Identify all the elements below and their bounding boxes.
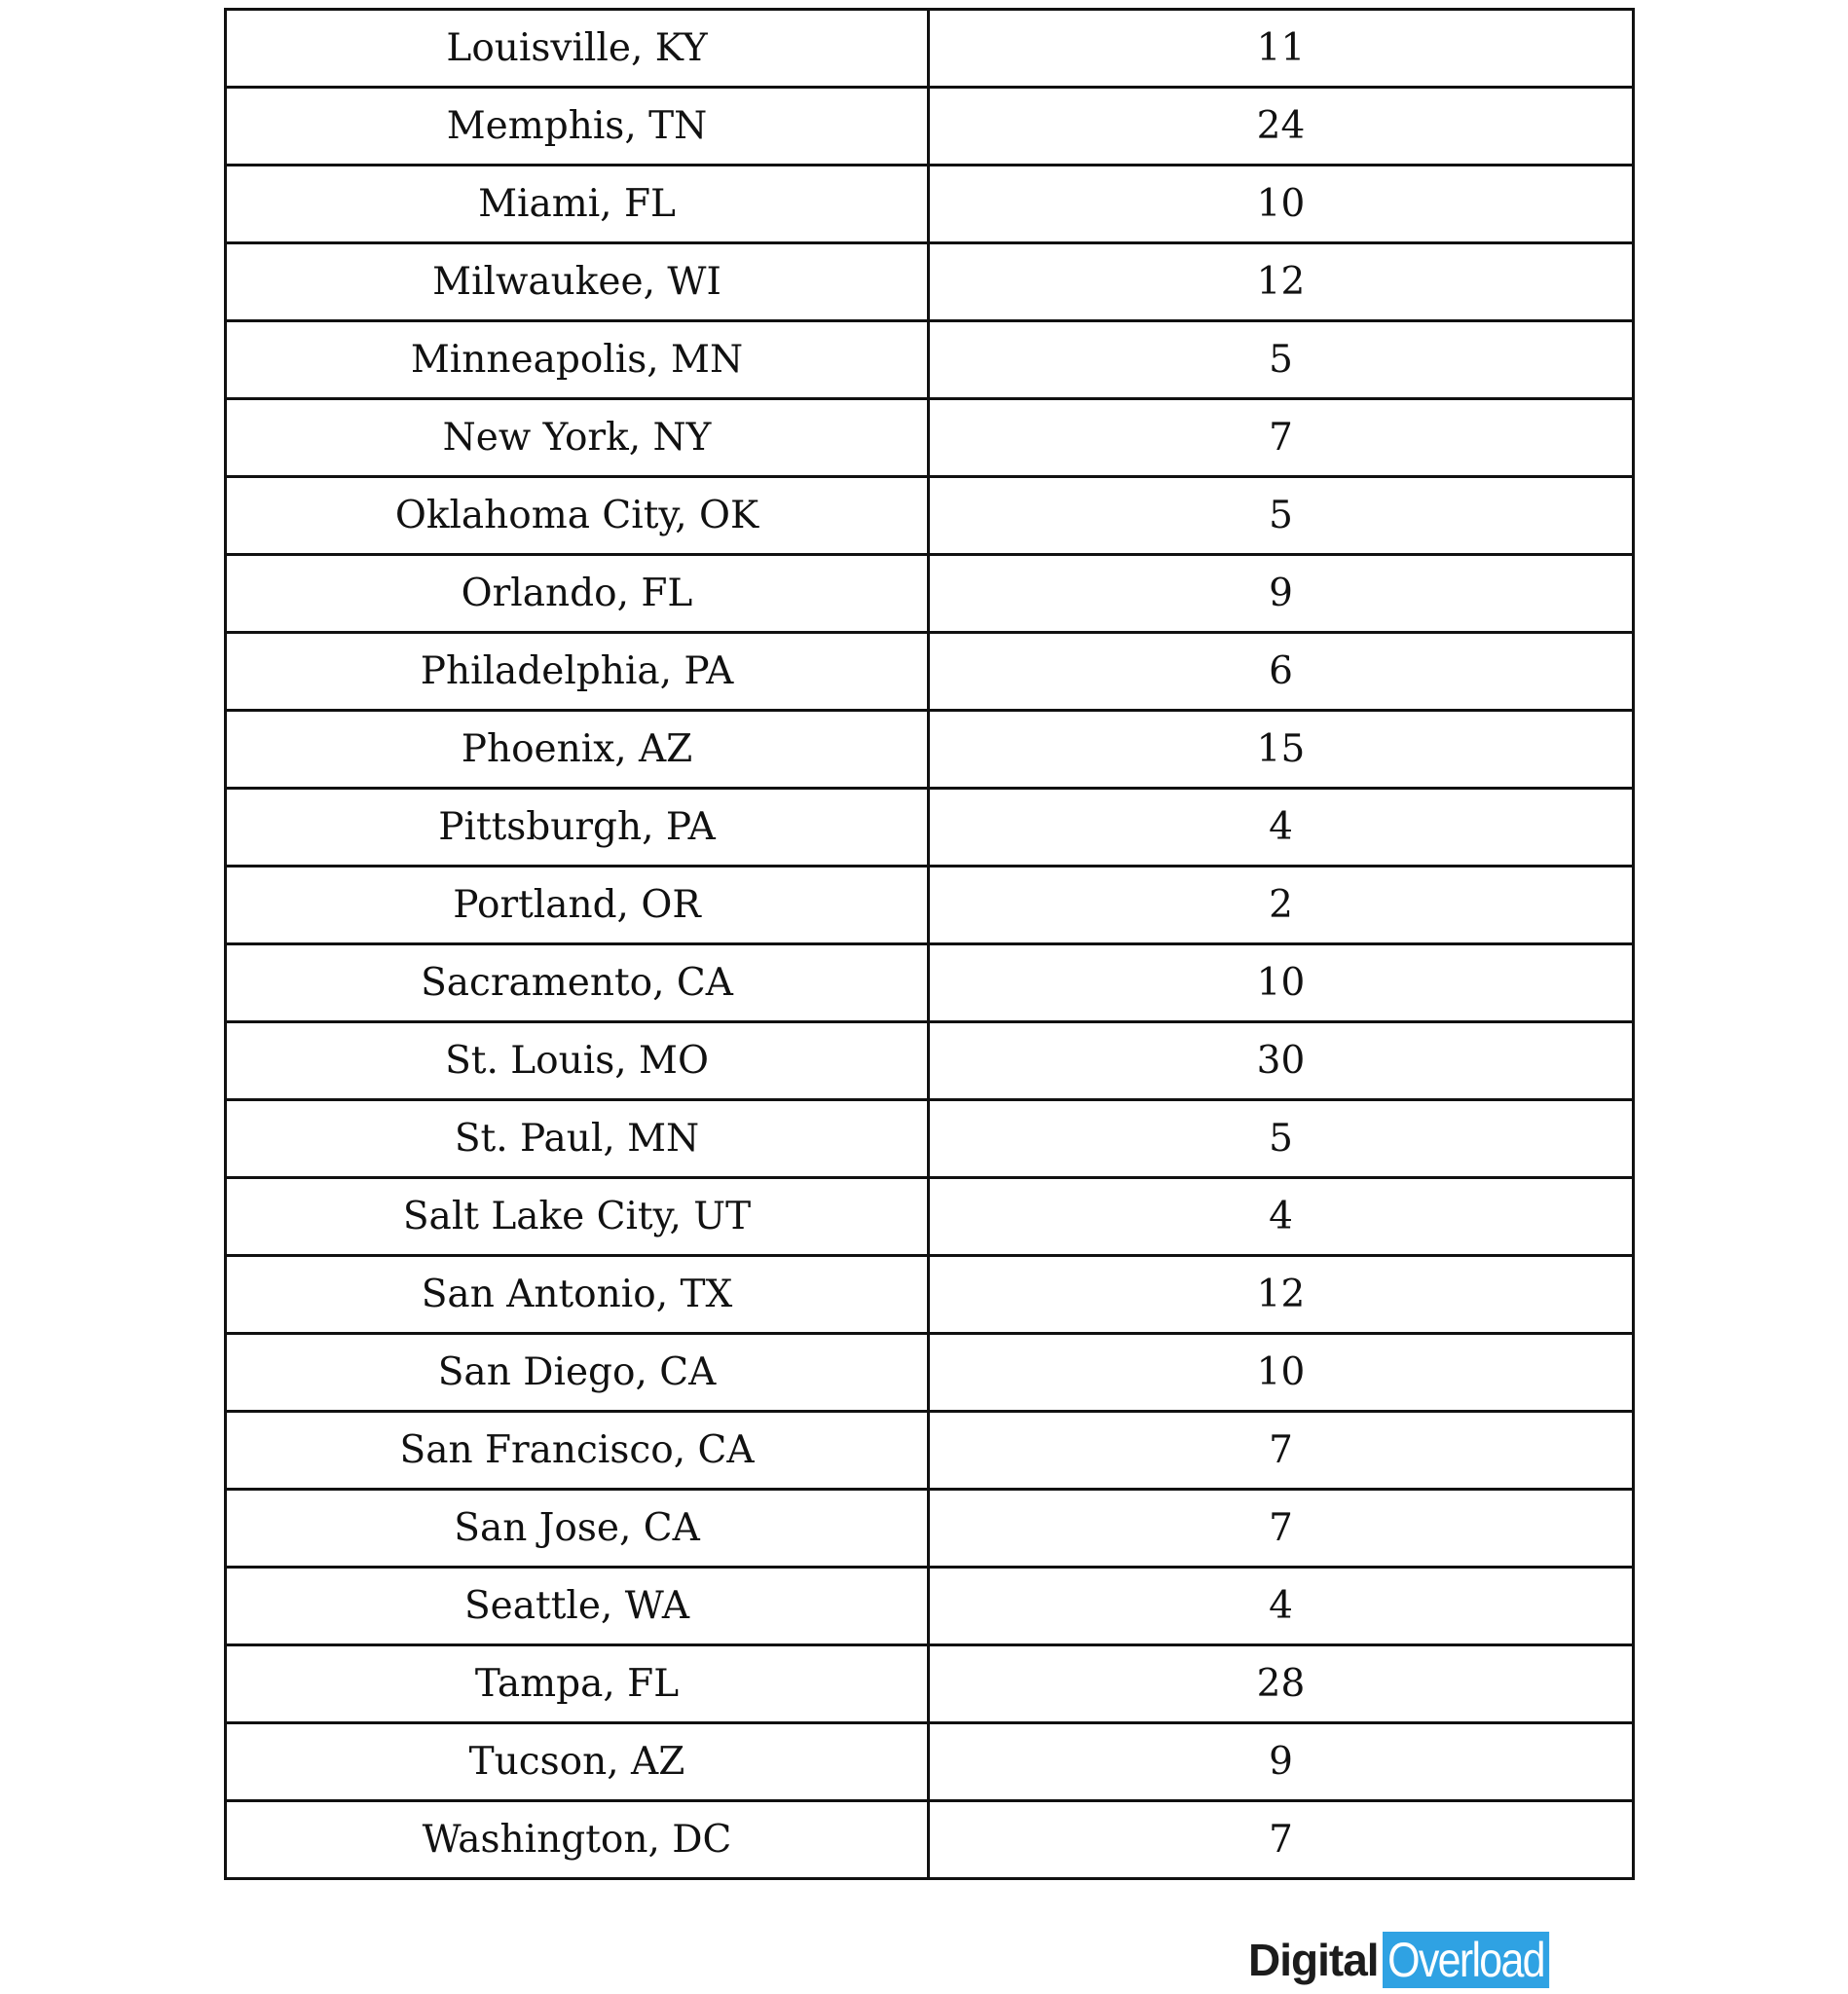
- table-row: [226, 1490, 1634, 1568]
- table-row: [226, 944, 1634, 1022]
- count-cell: 4: [929, 1178, 1634, 1256]
- table-row: [226, 1412, 1634, 1490]
- city-cell: San Diego, CA: [226, 1334, 929, 1412]
- city-cell: Phoenix, AZ: [226, 711, 929, 789]
- city-cell: Salt Lake City, UT: [226, 1178, 929, 1256]
- table-row: [226, 321, 1634, 399]
- table-row: [226, 166, 1634, 243]
- city-cell: Louisville, KY: [226, 10, 929, 88]
- city-cell: New York, NY: [226, 399, 929, 477]
- count-cell: 10: [929, 1334, 1634, 1412]
- count-cell: 10: [929, 944, 1634, 1022]
- logo-overload-text: Overload: [1383, 1932, 1549, 1988]
- table-body: [226, 10, 1634, 1879]
- city-cell: Philadelphia, PA: [226, 633, 929, 711]
- table-row: [226, 1645, 1634, 1723]
- city-cell: Memphis, TN: [226, 88, 929, 166]
- city-cell: St. Louis, MO: [226, 1022, 929, 1100]
- count-cell: 9: [929, 1723, 1634, 1801]
- count-cell: 5: [929, 1100, 1634, 1178]
- city-cell: Portland, OR: [226, 867, 929, 944]
- count-cell: 12: [929, 243, 1634, 321]
- table-row: [226, 88, 1634, 166]
- city-cell: St. Paul, MN: [226, 1100, 929, 1178]
- count-cell: 28: [929, 1645, 1634, 1723]
- count-cell: 6: [929, 633, 1634, 711]
- count-cell: 11: [929, 10, 1634, 88]
- count-cell: 24: [929, 88, 1634, 166]
- city-cell: Washington, DC: [226, 1801, 929, 1879]
- count-cell: 15: [929, 711, 1634, 789]
- count-cell: 30: [929, 1022, 1634, 1100]
- count-cell: 9: [929, 555, 1634, 633]
- count-cell: 5: [929, 477, 1634, 555]
- count-cell: 10: [929, 166, 1634, 243]
- count-cell: 2: [929, 867, 1634, 944]
- table-row: [226, 1022, 1634, 1100]
- table-row: [226, 1723, 1634, 1801]
- count-cell: 7: [929, 1412, 1634, 1490]
- city-cell: Sacramento, CA: [226, 944, 929, 1022]
- city-count-table: [224, 8, 1635, 1880]
- count-cell: 7: [929, 399, 1634, 477]
- table-row: [226, 1568, 1634, 1645]
- table-row: [226, 789, 1634, 867]
- city-cell: San Jose, CA: [226, 1490, 929, 1568]
- city-cell: Miami, FL: [226, 166, 929, 243]
- table-row: [226, 10, 1634, 88]
- table-row: [226, 711, 1634, 789]
- table-row: [226, 1100, 1634, 1178]
- logo-digital-text: Digital: [1248, 1935, 1379, 1985]
- city-cell: Oklahoma City, OK: [226, 477, 929, 555]
- count-cell: 12: [929, 1256, 1634, 1334]
- count-cell: 5: [929, 321, 1634, 399]
- table-row: [226, 555, 1634, 633]
- table-row: [226, 243, 1634, 321]
- city-cell: Tucson, AZ: [226, 1723, 929, 1801]
- city-cell: Tampa, FL: [226, 1645, 929, 1723]
- table-row: [226, 1801, 1634, 1879]
- digital-overload-logo: [1248, 1932, 1575, 1988]
- count-cell: 7: [929, 1490, 1634, 1568]
- city-cell: San Francisco, CA: [226, 1412, 929, 1490]
- table-row: [226, 867, 1634, 944]
- city-cell: San Antonio, TX: [226, 1256, 929, 1334]
- table-row: [226, 1334, 1634, 1412]
- count-cell: 4: [929, 789, 1634, 867]
- city-cell: Seattle, WA: [226, 1568, 929, 1645]
- table-row: [226, 633, 1634, 711]
- table-row: [226, 1178, 1634, 1256]
- city-cell: Pittsburgh, PA: [226, 789, 929, 867]
- count-cell: 4: [929, 1568, 1634, 1645]
- city-cell: Milwaukee, WI: [226, 243, 929, 321]
- table-row: [226, 399, 1634, 477]
- table-row: [226, 477, 1634, 555]
- city-cell: Minneapolis, MN: [226, 321, 929, 399]
- table-row: [226, 1256, 1634, 1334]
- city-cell: Orlando, FL: [226, 555, 929, 633]
- count-cell: 7: [929, 1801, 1634, 1879]
